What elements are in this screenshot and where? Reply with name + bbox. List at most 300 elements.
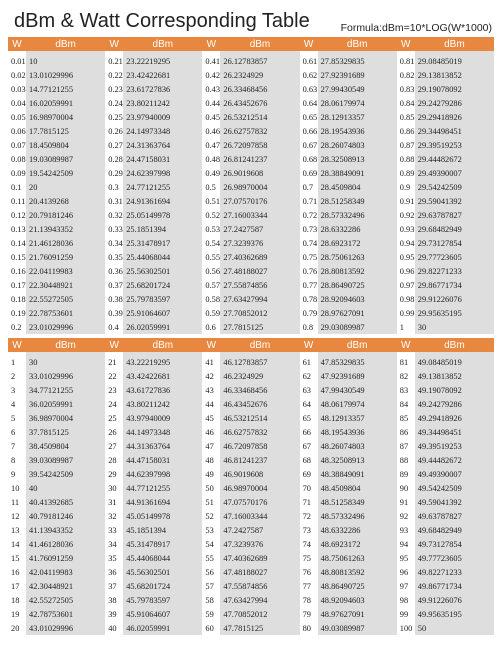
dbm-cell: 48.32508913 [318,453,397,467]
watt-cell: 0.7 [300,180,318,194]
watt-cell: 26 [105,425,123,439]
watt-cell: 51 [202,495,220,509]
dbm-cell: 17.7815125 [26,124,105,138]
watt-cell: 0.46 [202,124,220,138]
table-row [8,467,494,481]
watt-cell: 2 [8,369,26,383]
column-header-dbm: dBm [220,338,299,352]
dbm-cell: 27.92391689 [318,68,397,82]
table-row [8,369,494,383]
dbm-cell: 47.2427587 [220,523,299,537]
dbm-cell: 34.77121255 [26,383,105,397]
dbm-cell: 40.41392685 [26,495,105,509]
dbm-cell: 26.9019608 [220,166,299,180]
watt-cell: 0.23 [105,82,123,96]
dbm-cell: 43.42422681 [123,369,202,383]
dbm-cell: 21.46128036 [26,236,105,250]
dbm-cell: 27.63427994 [220,292,299,306]
dbm-cell: 27.40362689 [220,250,299,264]
dbm-cell: 49.82271233 [415,565,494,579]
watt-cell: 0.29 [105,166,123,180]
dbm-cell: 26.33468456 [220,82,299,96]
watt-cell: 0.86 [397,124,415,138]
table-row [8,565,494,579]
watt-cell: 60 [202,621,220,635]
dbm-cell: 25.56302501 [123,264,202,278]
dbm-cell: 29.86771734 [415,278,494,292]
dbm-cell: 49.19078092 [415,383,494,397]
watt-cell: 13 [8,523,26,537]
dbm-cell: 20.4139268 [26,194,105,208]
dbm-cell: 28.32508913 [318,152,397,166]
watt-cell: 22 [105,369,123,383]
table-row [8,222,494,236]
watt-cell: 42 [202,369,220,383]
watt-cell: 18 [8,593,26,607]
watt-cell: 24 [105,397,123,411]
dbm-cell: 44.62397998 [123,467,202,481]
dbm-cell: 21.13943352 [26,222,105,236]
dbm-cell: 42.55272505 [26,593,105,607]
dbm-cell: 22.78753601 [26,306,105,320]
watt-cell: 21 [105,352,123,369]
dbm-cell: 44.91361694 [123,495,202,509]
column-header-w: W [300,37,318,51]
watt-cell: 0.64 [300,96,318,110]
dbm-cell: 28.19543936 [318,124,397,138]
dbm-cell: 29.44482672 [415,152,494,166]
watt-cell: 73 [300,523,318,537]
watt-cell: 89 [397,467,415,481]
watt-cell: 99 [397,607,415,621]
dbm-cell: 47.99430549 [318,383,397,397]
watt-cell: 0.54 [202,236,220,250]
dbm-cell: 28.75061263 [318,250,397,264]
dbm-cell: 36.98970004 [26,411,105,425]
dbm-cell: 46.98970004 [220,481,299,495]
dbm-cell: 49.39519253 [415,439,494,453]
watt-cell: 52 [202,509,220,523]
watt-cell: 0.16 [8,264,26,278]
table-row [8,551,494,565]
table-row [8,264,494,278]
dbm-cell: 48.06179974 [318,397,397,411]
dbm-cell: 25.79783597 [123,292,202,306]
watt-cell: 0.15 [8,250,26,264]
watt-cell: 0.74 [300,236,318,250]
table-row [8,278,494,292]
column-header-w: W [8,338,26,352]
watt-cell: 85 [397,411,415,425]
watt-cell: 0.05 [8,110,26,124]
watt-cell: 0.72 [300,208,318,222]
watt-cell: 0.01 [8,51,26,68]
watt-cell: 47 [202,439,220,453]
watt-cell: 50 [202,481,220,495]
dbm-cell: 10 [26,51,105,68]
watt-cell: 0.45 [202,110,220,124]
dbm-cell: 49.54242509 [415,481,494,495]
table-row [8,383,494,397]
table-row [8,352,494,369]
dbm-cell: 28.12913357 [318,110,397,124]
watt-cell: 92 [397,509,415,523]
column-header-dbm: dBm [415,37,494,51]
watt-cell: 0.9 [397,180,415,194]
dbm-cell: 27.07570176 [220,194,299,208]
table-row [8,481,494,495]
watt-cell: 0.34 [105,236,123,250]
dbm-cell: 39.54242509 [26,467,105,481]
dbm-cell: 45.44068044 [123,551,202,565]
watt-cell: 0.55 [202,250,220,264]
page-title: dBm & Watt Corresponding Table [14,10,310,32]
dbm-cell: 25.68201724 [123,278,202,292]
dbm-cell: 29.08485019 [415,51,494,68]
watt-cell: 86 [397,425,415,439]
column-header-w: W [8,37,26,51]
watt-cell: 0.42 [202,68,220,82]
dbm-cell: 48.4509804 [318,481,397,495]
dbm-cell: 16.98970004 [26,110,105,124]
watt-cell: 94 [397,537,415,551]
column-header-dbm: dBm [26,338,105,352]
dbm-cell: 28.4509804 [318,180,397,194]
dbm-cell: 27.3239376 [220,236,299,250]
watt-cell: 0.66 [300,124,318,138]
watt-cell: 0.98 [397,292,415,306]
dbm-cell: 49.86771734 [415,579,494,593]
table-row [8,250,494,264]
dbm-cell: 37.7815125 [26,425,105,439]
dbm-cell: 28.06179974 [318,96,397,110]
dbm-cell: 14.77121255 [26,82,105,96]
watt-cell: 0.18 [8,292,26,306]
dbm-cell: 46.9019608 [220,467,299,481]
watt-cell: 29 [105,467,123,481]
watt-cell: 0.21 [105,51,123,68]
watt-cell: 0.32 [105,208,123,222]
column-header-dbm: dBm [318,338,397,352]
dbm-cell: 33.01029996 [26,369,105,383]
watt-cell: 20 [8,621,26,635]
dbm-cell: 20 [26,180,105,194]
watt-cell: 70 [300,481,318,495]
watt-cell: 0.04 [8,96,26,110]
watt-cell: 0.58 [202,292,220,306]
dbm-cell: 43.97940009 [123,411,202,425]
column-header-w: W [202,37,220,51]
dbm-cell: 49.91226076 [415,593,494,607]
watt-cell: 0.03 [8,82,26,96]
watt-cell: 0.94 [397,236,415,250]
dbm-cell: 19.03089987 [26,152,105,166]
table-header-row [8,37,494,51]
watt-cell: 0.5 [202,180,220,194]
dbm-cell: 48.57332496 [318,509,397,523]
dbm-cell: 48.12913357 [318,411,397,425]
dbm-cell: 26.72097858 [220,138,299,152]
watt-cell: 58 [202,593,220,607]
dbm-cell: 26.53212514 [220,110,299,124]
watt-cell: 0.41 [202,51,220,68]
watt-cell: 10 [8,481,26,495]
dbm-cell: 27.16003344 [220,208,299,222]
column-header-w: W [300,338,318,352]
dbm-cell: 45.31478917 [123,537,202,551]
dbm-cell: 29.73127854 [415,236,494,250]
dbm-cell: 46.43452676 [220,397,299,411]
watt-cell: 15 [8,551,26,565]
table-row [8,96,494,110]
watt-cell: 16 [8,565,26,579]
watt-cell: 0.24 [105,96,123,110]
watt-cell: 23 [105,383,123,397]
dbm-cell: 28.97627091 [318,306,397,320]
watt-cell: 87 [397,439,415,453]
watt-cell: 0.81 [397,51,415,68]
dbm-cell: 29.19078092 [415,82,494,96]
dbm-cell: 23.97940009 [123,110,202,124]
dbm-cell: 46.12783857 [220,352,299,369]
watt-cell: 0.39 [105,306,123,320]
watt-cell: 0.37 [105,278,123,292]
table-row [8,194,494,208]
watt-cell: 19 [8,607,26,621]
watt-cell: 69 [300,467,318,481]
dbm-cell: 48.19543936 [318,425,397,439]
column-header-dbm: dBm [318,37,397,51]
dbm-cell: 29.82271233 [415,264,494,278]
dbm-cell: 47.3239376 [220,537,299,551]
dbm-cell: 27.48188027 [220,264,299,278]
watt-cell: 82 [397,369,415,383]
dbm-cell: 47.63427994 [220,593,299,607]
dbm-cell: 24.62397998 [123,166,202,180]
watt-cell: 53 [202,523,220,537]
watt-cell: 30 [105,481,123,495]
watt-cell: 0.1 [8,180,26,194]
watt-cell: 0.76 [300,264,318,278]
dbm-cell: 29.39519253 [415,138,494,152]
watt-cell: 0.79 [300,306,318,320]
watt-cell: 0.89 [397,166,415,180]
watt-cell: 100 [397,621,415,635]
watt-cell: 0.93 [397,222,415,236]
column-header-w: W [397,338,415,352]
dbm-cell: 49.29418926 [415,411,494,425]
table-header-row [8,338,494,352]
dbm-cell: 49.77723605 [415,551,494,565]
watt-cell: 0.38 [105,292,123,306]
watt-cell: 62 [300,369,318,383]
watt-cell: 0.12 [8,208,26,222]
dbm-cell: 29.13813852 [415,68,494,82]
watt-cell: 65 [300,411,318,425]
watt-cell: 0.87 [397,138,415,152]
watt-cell: 66 [300,425,318,439]
dbm-cell: 16.02059991 [26,96,105,110]
watt-cell: 0.78 [300,292,318,306]
watt-cell: 0.27 [105,138,123,152]
watt-cell: 0.65 [300,110,318,124]
table-row [8,621,494,635]
dbm-cell: 29.95635195 [415,306,494,320]
conversion-table-subwatt [8,37,494,334]
watt-cell: 25 [105,411,123,425]
watt-cell: 0.68 [300,152,318,166]
watt-cell: 0.19 [8,306,26,320]
dbm-cell: 19.54242509 [26,166,105,180]
watt-cell: 3 [8,383,26,397]
dbm-cell: 29.59041392 [415,194,494,208]
dbm-cell: 28.86490725 [318,278,397,292]
watt-cell: 95 [397,551,415,565]
table-row [8,51,494,68]
watt-cell: 98 [397,593,415,607]
dbm-cell: 24.14973348 [123,124,202,138]
watt-cell: 63 [300,383,318,397]
dbm-cell: 42.04119983 [26,565,105,579]
watt-cell: 74 [300,537,318,551]
dbm-cell: 47.07570176 [220,495,299,509]
dbm-cell: 25.05149978 [123,208,202,222]
dbm-cell: 28.26074803 [318,138,397,152]
watt-cell: 0.2 [8,320,26,334]
watt-cell: 0.14 [8,236,26,250]
column-header-dbm: dBm [220,37,299,51]
dbm-cell: 48.92094603 [318,593,397,607]
watt-cell: 0.43 [202,82,220,96]
column-header-w: W [105,37,123,51]
dbm-cell: 44.77121255 [123,481,202,495]
watt-cell: 88 [397,453,415,467]
dbm-cell: 23.80211242 [123,96,202,110]
dbm-cell: 48.86490725 [318,579,397,593]
dbm-cell: 23.61727836 [123,82,202,96]
table-row [8,425,494,439]
dbm-cell: 27.70852012 [220,306,299,320]
dbm-cell: 41.46128036 [26,537,105,551]
table-row [8,593,494,607]
watt-cell: 6 [8,425,26,439]
dbm-cell: 48.38849091 [318,467,397,481]
watt-cell: 36 [105,565,123,579]
dbm-cell: 23.42422681 [123,68,202,82]
watt-cell: 46 [202,425,220,439]
dbm-cell: 47.92391689 [318,369,397,383]
watt-cell: 55 [202,551,220,565]
watt-cell: 84 [397,397,415,411]
dbm-cell: 24.31363764 [123,138,202,152]
dbm-cell: 49.24279286 [415,397,494,411]
watt-cell: 1 [8,352,26,369]
dbm-cell: 29.63787827 [415,208,494,222]
watt-cell: 0.67 [300,138,318,152]
dbm-cell: 48.26074803 [318,439,397,453]
dbm-cell: 40 [26,481,105,495]
watt-cell: 0.17 [8,278,26,292]
dbm-cell: 27.55874856 [220,278,299,292]
watt-cell: 0.73 [300,222,318,236]
dbm-cell: 45.05149978 [123,509,202,523]
dbm-cell: 23.01029996 [26,320,105,334]
dbm-cell: 27.99430549 [318,82,397,96]
dbm-cell: 38.4509804 [26,439,105,453]
dbm-cell: 44.47158031 [123,453,202,467]
watt-cell: 37 [105,579,123,593]
dbm-cell: 49.44482672 [415,453,494,467]
column-header-dbm: dBm [123,37,202,51]
dbm-cell: 26.98970004 [220,180,299,194]
watt-cell: 0.71 [300,194,318,208]
table-row [8,292,494,306]
table-row [8,523,494,537]
dbm-cell: 49.03089987 [318,621,397,635]
watt-cell: 81 [397,352,415,369]
watt-cell: 57 [202,579,220,593]
watt-cell: 0.95 [397,250,415,264]
dbm-cell: 44.14973348 [123,425,202,439]
watt-cell: 27 [105,439,123,453]
watt-cell: 0.47 [202,138,220,152]
table-row [8,138,494,152]
dbm-cell: 30 [415,320,494,334]
dbm-cell: 30 [26,352,105,369]
dbm-cell: 47.70852012 [220,607,299,621]
watt-cell: 90 [397,481,415,495]
dbm-cell: 43.80211242 [123,397,202,411]
watt-cell: 9 [8,467,26,481]
watt-cell: 0.02 [8,68,26,82]
watt-cell: 67 [300,439,318,453]
watt-cell: 0.62 [300,68,318,82]
watt-cell: 96 [397,565,415,579]
watt-cell: 83 [397,383,415,397]
watt-cell: 28 [105,453,123,467]
column-header-w: W [105,338,123,352]
dbm-cell: 49.13813852 [415,369,494,383]
dbm-cell: 49.73127854 [415,537,494,551]
dbm-cell: 22.55272505 [26,292,105,306]
watt-cell: 0.49 [202,166,220,180]
column-header-dbm: dBm [26,37,105,51]
watt-cell: 0.22 [105,68,123,82]
table-row [8,397,494,411]
dbm-cell: 45.1851394 [123,523,202,537]
dbm-cell: 49.95635195 [415,607,494,621]
dbm-cell: 47.16003344 [220,509,299,523]
table-row [8,124,494,138]
watt-cell: 0.97 [397,278,415,292]
watt-cell: 39 [105,607,123,621]
watt-cell: 0.8 [300,320,318,334]
dbm-cell: 29.24279286 [415,96,494,110]
dbm-cell: 43.61727836 [123,383,202,397]
table-row [8,537,494,551]
dbm-cell: 48.51258349 [318,495,397,509]
table-row [8,82,494,96]
dbm-cell: 29.49390007 [415,166,494,180]
dbm-cell: 48.6332286 [318,523,397,537]
watt-cell: 32 [105,509,123,523]
dbm-cell: 40.79181246 [26,509,105,523]
dbm-cell: 46.2324929 [220,369,299,383]
dbm-cell: 43.22219295 [123,352,202,369]
watt-cell: 0.48 [202,152,220,166]
watt-cell: 0.96 [397,264,415,278]
watt-cell: 0.69 [300,166,318,180]
